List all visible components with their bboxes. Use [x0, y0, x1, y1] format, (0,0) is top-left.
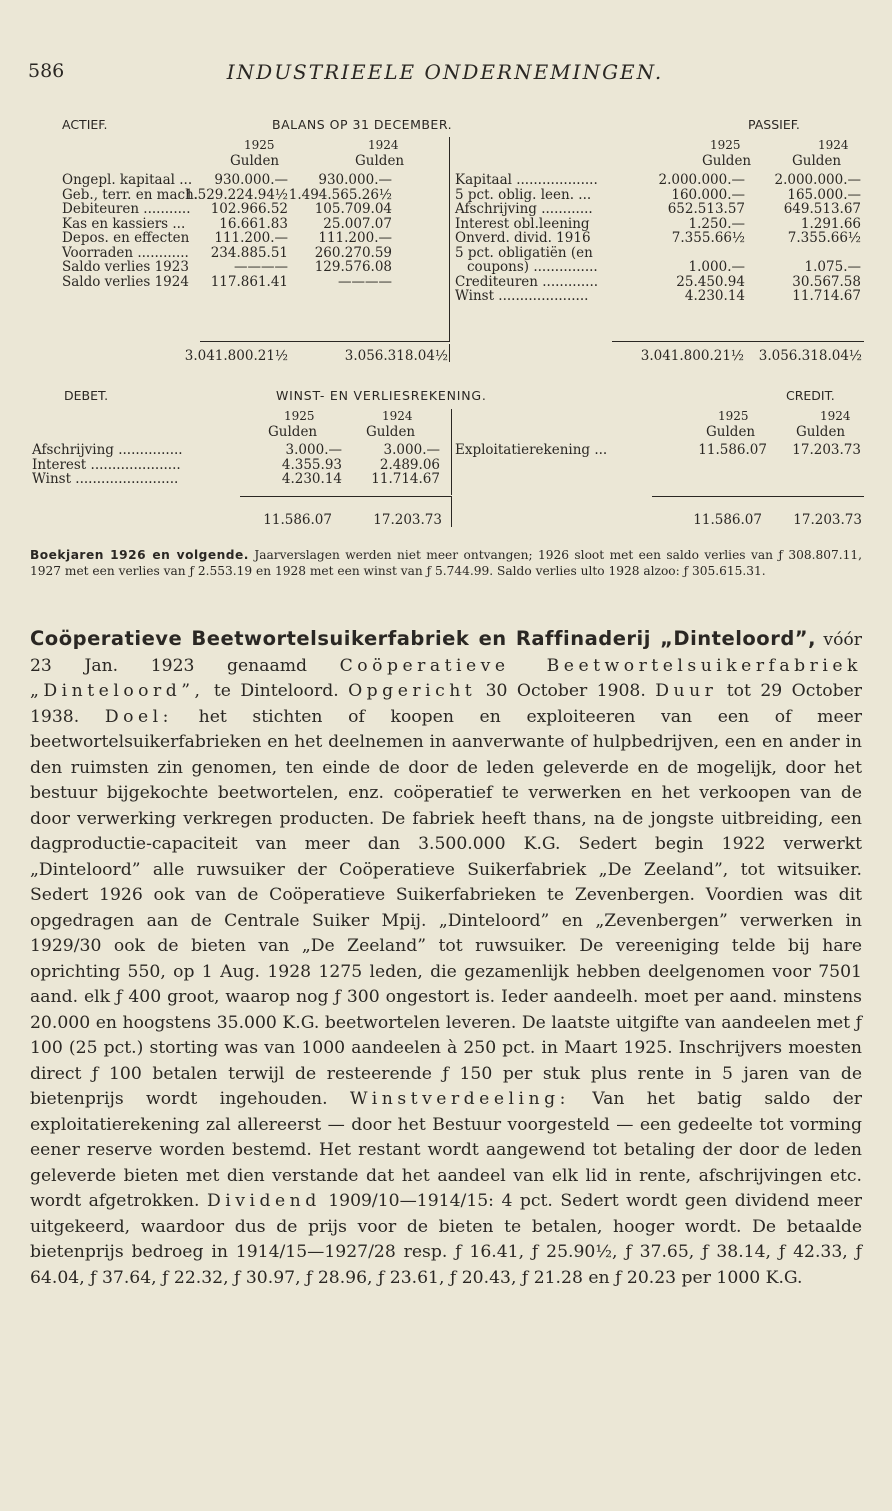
year-1924: 1924 — [820, 409, 851, 423]
table-row: Kas en kassiers ... 16.661.83 25.007.07 — [62, 215, 392, 232]
spaced-term: Doel: — [104, 706, 173, 727]
table-row: Depos. en effecten 111.200.— 111.200.— — [62, 230, 392, 246]
note-text: Jaarverslagen werden niet meer ontvangen; 1926 sloot met een saldo verlies van ƒ 308.807.11, 1927 met een verlies van ƒ 2.553.19 en 1928 met een winst van ƒ 5.744.99. Saldo verlies ulto 1928 alzoo: ƒ 305.615.31. — [30, 548, 862, 578]
article-text: vóór 23 Jan. 1923 genaamd — [30, 630, 862, 676]
table-row: Onverd. divid. 1916 7.355.66½ 7.355.66½ — [455, 230, 861, 246]
table-row: Interest obl.leening 1.250.— 1.291.66 — [455, 215, 861, 232]
balans-title: BALANS OP 31 DECEMBER. — [272, 117, 453, 132]
unit-label: Gulden — [796, 424, 846, 440]
table-row: Kapitaal ................... 2.000.000.— 2.000.000.— — [455, 172, 861, 188]
year-1925: 1925 — [718, 409, 749, 423]
total-rule — [240, 496, 452, 497]
article-text: te Dinteloord. — [204, 681, 349, 701]
total-rule — [652, 496, 864, 497]
table-row: Debiteuren ........... 102.966.52 105.709.04 — [62, 201, 392, 217]
table-row: Ongepl. kapitaal ... 930.000.— 930.000.— — [62, 172, 392, 188]
spaced-term: Coöperatieve Beetwortelsuikerfabriek „Dinteloord”, — [30, 655, 862, 701]
table-row: coupons) ............... 1.000.— 1.075.— — [467, 259, 861, 275]
unit-label: Gulden — [268, 424, 318, 440]
total-value: 11.586.07 — [263, 512, 332, 528]
year-1924: 1924 — [818, 138, 849, 152]
unit-label: Gulden — [702, 153, 752, 169]
total-value: 11.586.07 — [693, 512, 762, 528]
winst-title: WINST- EN VERLIESREKENING. — [276, 388, 487, 403]
debet-rows — [32, 444, 450, 488]
table-row: Afschrijving ............ 652.513.57 649.513.67 — [455, 201, 861, 217]
year-1924: 1924 — [368, 138, 399, 152]
year-1925: 1925 — [710, 138, 741, 152]
table-row: Interest ..................... 4.355.93 2.489.06 — [32, 456, 440, 473]
spaced-term: Opgericht — [348, 681, 477, 701]
total-value: 3.056.318.04½ — [758, 348, 862, 364]
table-row: Afschrijving ............... 3.000.— 3.000.— — [32, 442, 440, 458]
table-row: Winst ..................... 4.230.14 11.714.67 — [455, 288, 861, 304]
table-row: Saldo verlies 1923 ———— 129.576.08 — [62, 259, 392, 275]
total-value: 17.203.73 — [373, 512, 442, 528]
article-text: het stichten of koopen en exploiteeren van een of meer beetwortelsuikerfabrieken en het deelnemen in aanverwante of hulpbedrijven, een en ander in den ruimsten zin genomen, ten einde de door de leden geleverde en de mogelijk, door het bestuur bijgekochte beetwortelen, enz. coöperatief te verwerken en het verkoopen van de door verwerking verkregen producten. De fabriek heeft thans, na de jongste uitbreiding, een dagproductie-capaciteit van meer dan 3.500.000 K.G. Sedert begin 1922 verwerkt „Dinteloord” alle ruwsuiker der Coöperatieve Suikerfabriek „De Zeeland”, tot witsuiker. Sedert 1926 ook van de Coöperatieve Suikerfabrieken te Zevenbergen. Voordien was dit opgedragen aan de Centrale Suiker Mpij. „Dinteloord” en „Zevenbergen” verwerken in 1929/30 ook de bieten van „De Zeeland” tot ruwsuiker. De vereeniging telde bij hare oprichting 550, op 1 Aug. 1928 1275 leden, die gezamenlijk hebben deelgenomen voor 7501 aand. elk ƒ 400 groot, waarop nog ƒ 300 ongestort is. Ieder aandeelh. moet per aand. minstens 20.000 en hoogstens 35.000 K.G. beetwortelen leveren. De laatste uitgifte van aandeelen met ƒ 100 (25 pct.) storting was van 1000 aandeelen à 250 pct. in Maart 1925. Inschrijvers moesten direct ƒ 100 betalen terwijl de resteerende ƒ 150 per stuk plus rente in 5 jaren van de bietenprijs wordt ingehouden. — [30, 706, 863, 1109]
table-row: Winst ........................ 4.230.14 11.714.67 — [32, 471, 440, 487]
table-row: Geb., terr. en mach. 1.529.224.94½ 1.494.565.26½ — [62, 186, 392, 203]
unit-label: Gulden — [366, 424, 416, 440]
table-row: Crediteuren ............. 25.450.94 30.567.58 — [455, 273, 861, 290]
year-1924: 1924 — [382, 409, 413, 423]
total-value: 17.203.73 — [793, 512, 862, 528]
debet-title: DEBET. — [64, 388, 109, 403]
passief-title: PASSIEF. — [748, 117, 800, 132]
table-row: 5 pct. oblig. leen. ... 160.000.— 165.000.— — [455, 186, 861, 203]
article-text: 30 October 1908. — [476, 681, 656, 701]
total-value: 3.041.800.21½ — [640, 348, 744, 364]
note-heading: Boekjaren 1926 en volgende. — [30, 548, 249, 562]
article-text: Van het batig saldo der exploitatierekening zal allereerst — door het Bestuur voorgesteld — een gedeelte tot vorming eener reserve worden bestemd. Het restant wordt aangewend tot betaling der door de leden geleverde bieten met dien verstande dat het aandeel van elk lid in rente, afschrijvingen etc. wordt afgetrokken. — [30, 1089, 862, 1211]
column-divider — [451, 409, 452, 495]
fiscal-years-note — [30, 547, 862, 579]
credit-title: CREDIT. — [786, 388, 835, 403]
running-title: INDUSTRIEELE ONDERNEMINGEN. — [226, 60, 664, 84]
total-value: 3.056.318.04½ — [344, 348, 448, 364]
spaced-term: Dividend — [206, 1191, 321, 1211]
table-row: Voorraden ............ 234.885.51 260.270.59 — [62, 244, 392, 261]
table-row: Exploitatierekening ... 11.586.07 17.203.73 — [455, 442, 861, 458]
profit-loss-account — [0, 0, 892, 560]
table-row: Saldo verlies 1924 117.861.41 ———— — [62, 273, 392, 290]
unit-label: Gulden — [230, 153, 280, 169]
company-article — [30, 626, 862, 1291]
unit-label: Gulden — [706, 424, 756, 440]
unit-label: Gulden — [792, 153, 842, 169]
year-1925: 1925 — [284, 409, 315, 423]
year-1925: 1925 — [244, 138, 275, 152]
article-heading: Coöperatieve Beetwortelsuikerfabriek en Raffinaderij „Dinteloord”, — [30, 627, 816, 650]
spaced-term: Duur — [655, 681, 718, 701]
table-row: 5 pct. obligatiën (en — [455, 244, 593, 261]
column-divider — [451, 497, 452, 527]
total-value: 3.041.800.21½ — [184, 348, 288, 364]
unit-label: Gulden — [355, 153, 405, 169]
article-text: 1909/10—1914/15: 4 pct. Sedert wordt geen dividend meer uitgekeerd, waardoor dus de prijs voor de bieten te betalen, hooger wordt. De betaalde bietenprijs bedroeg in 1914/15—1927/28 resp. ƒ 16.41, ƒ 25.90½, ƒ 37.65, ƒ 38.14, ƒ 42.33, ƒ 64.04, ƒ 37.64, ƒ 22.32, ƒ 30.97, ƒ 28.96, ƒ 23.61, ƒ 20.43, ƒ 21.28 en ƒ 20.23 per 1000 K.G. — [30, 1191, 863, 1288]
credit-rows — [455, 444, 865, 459]
page-number: 586 — [28, 60, 65, 82]
spaced-term: Winstverdeeling: — [349, 1089, 570, 1109]
actief-title: ACTIEF. — [62, 117, 108, 132]
article-text: tot 29 October 1938. — [30, 681, 862, 727]
